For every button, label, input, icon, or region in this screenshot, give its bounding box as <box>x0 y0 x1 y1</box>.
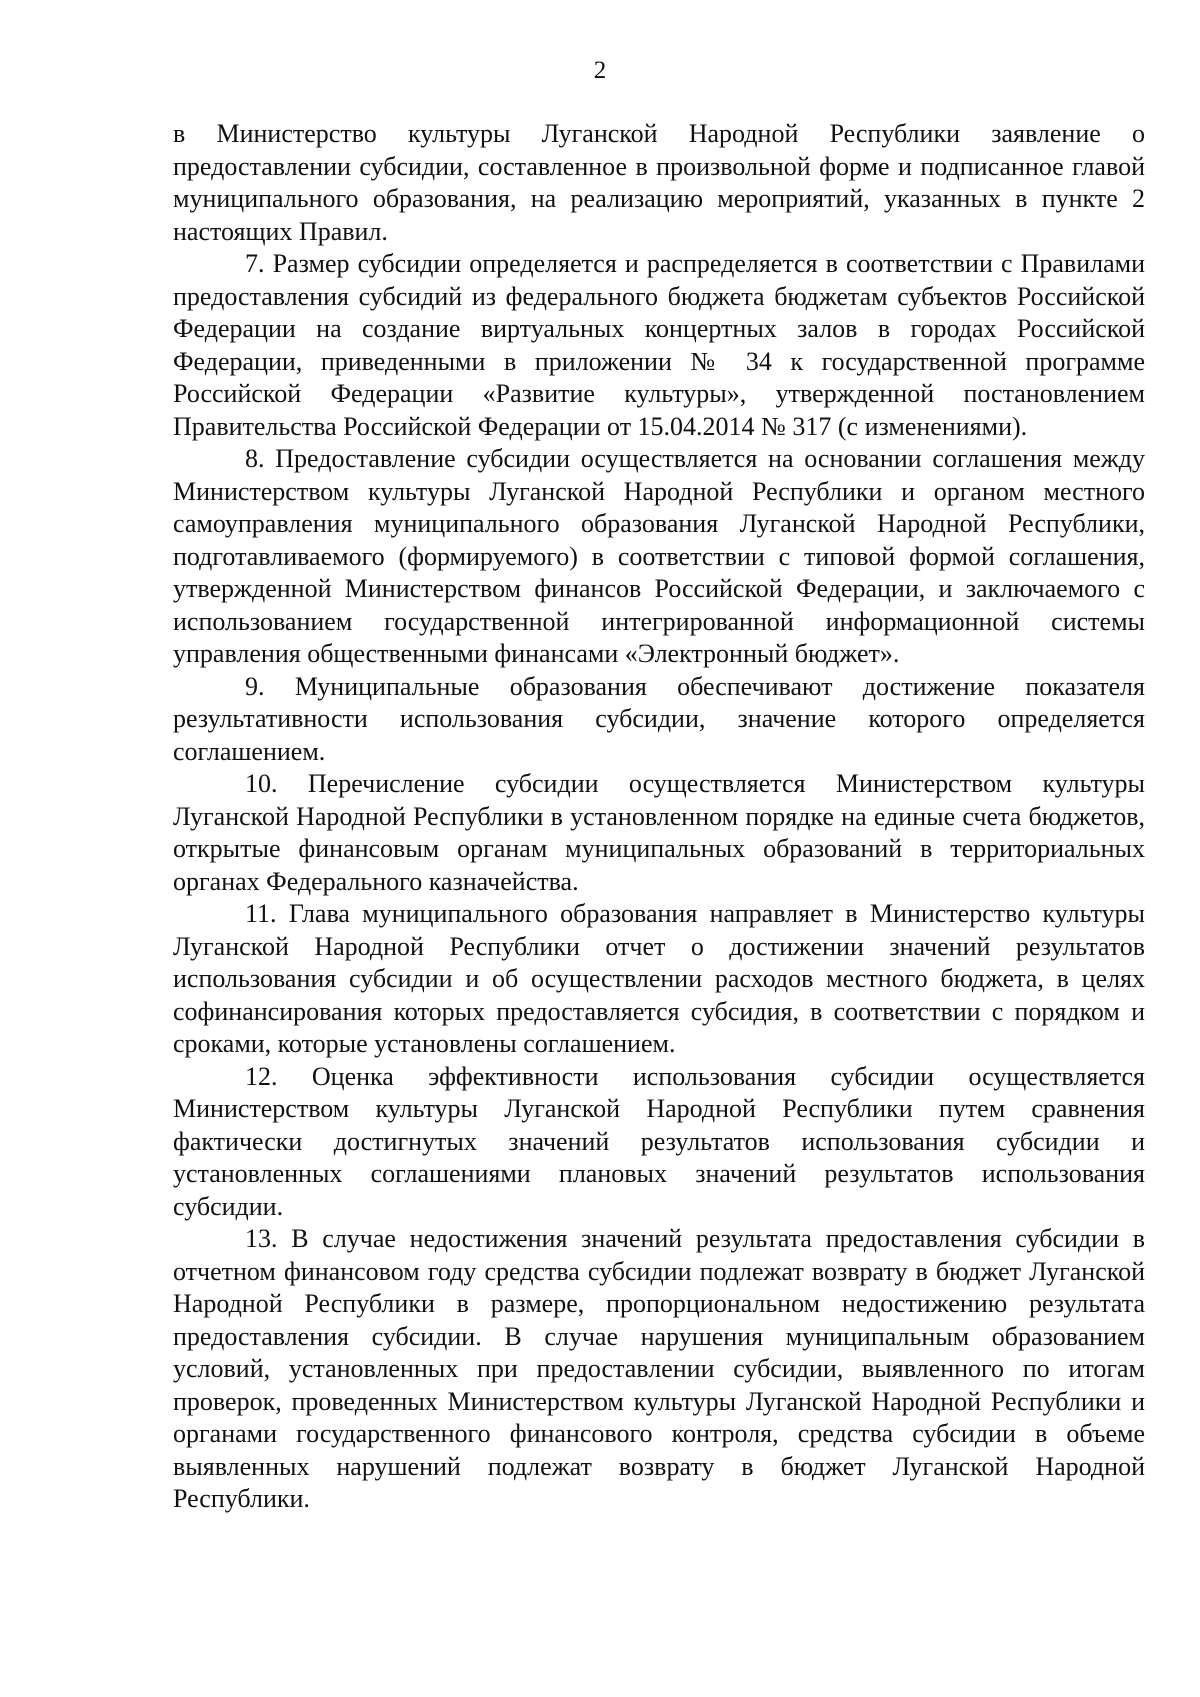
paragraph-clause-9: 9. Муниципальные образования обеспечивают достижение показателя результативности использования субсидии, значение которого определяется соглашением. <box>173 671 1145 766</box>
document-body <box>173 118 1145 1516</box>
paragraph-continuation: в Министерство культуры Луганской Народной Республики заявление о предоставлении субсидии, составленное в произвольной форме и подписанное главой муниципального образования, на реализацию мероприятий, указанных в пункте 2 настоящих Правил. <box>173 119 1145 246</box>
paragraph-clause-7: 7. Размер субсидии определяется и распределяется в соответствии с Правилами предоставления субсидий из федерального бюджета бюджетам субъектов Российской Федерации на создание виртуальных концертных залов в городах Российской Федерации, приведенными в приложении № 34 к государственной программе Российской Федерации «Развитие культуры», утвержденной постановлением Правительства Российской Федерации от 15.04.2014 № 317 (с изменениями). <box>173 249 1145 441</box>
paragraph-clause-13: 13. В случае недостижения значений результата предоставления субсидии в отчетном финансовом году средства субсидии подлежат возврату в бюджет Луганской Народной Республики в размере, пропорциональном недостижению результата предоставления субсидии. В случае нарушения муниципальным образованием условий, установленных при предоставлении субсидии, выявленного по итогам проверок, проведенных Министерством культуры Луганской Народной Республики и органами государственного финансового контроля, средства субсидии в объеме выявленных нарушений подлежат возврату в бюджет Луганской Народной Республики. <box>173 1224 1145 1513</box>
paragraph-clause-11: 11. Глава муниципального образования направляет в Министерство культуры Луганской Народной Республики отчет о достижении значений результатов использования субсидии и об осуществлении расходов местного бюджета, в целях софинансирования которых предоставляется субсидия, в соответствии с порядком и сроками, которые установлены соглашением. <box>173 899 1145 1058</box>
page-number: 2 <box>593 57 607 84</box>
paragraph-clause-8: 8. Предоставление субсидии осуществляется на основании соглашения между Министерством культуры Луганской Народной Республики и органом местного самоуправления муниципального образования Луганской Народной Республики, подготавливаемого (формируемого) в соответствии с типовой формой соглашения, утвержденной Министерством финансов Российской Федерации, и заключаемого с использованием государственной интегрированной информационной системы управления общественными финансами «Электронный бюджет». <box>173 444 1145 668</box>
paragraph-clause-12: 12. Оценка эффективности использования субсидии осуществляется Министерством культуры Луганской Народной Республики путем сравнения фактически достигнутых значений результатов использования субсидии и установленных соглашениями плановых значений результатов использования субсидии. <box>173 1061 1145 1221</box>
paragraph-clause-10: 10. Перечисление субсидии осуществляется Министерством культуры Луганской Народной Республики в установленном порядке на единые счета бюджетов, открытые финансовым органам муниципальных образований в территориальных органах Федерального казначейства. <box>173 769 1145 896</box>
